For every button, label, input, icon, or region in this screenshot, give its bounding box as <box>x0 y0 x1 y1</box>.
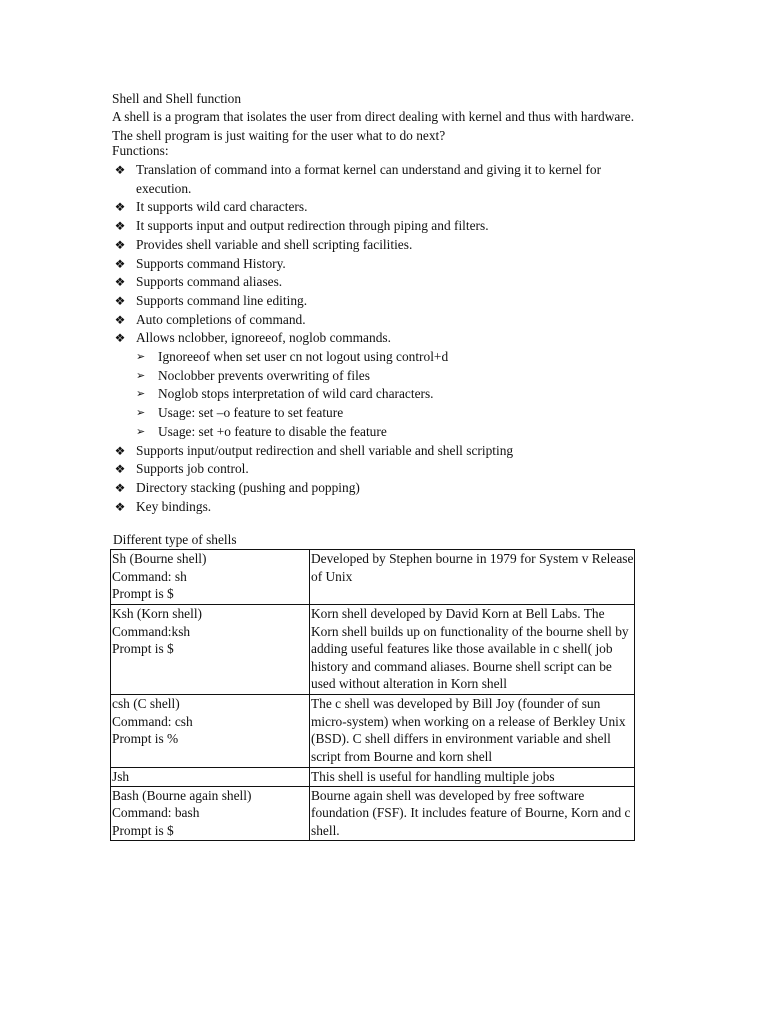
arrowhead-bullet-icon: ➢ <box>136 407 146 420</box>
sub-list-item <box>136 348 657 367</box>
list-item-text: Translation of command into a format kernel can understand and giving it to kernel for execution. <box>136 162 602 196</box>
list-item <box>112 198 657 217</box>
sub-list-item-text: Usage: set –o feature to set feature <box>158 405 344 421</box>
list-item <box>112 479 657 498</box>
intro-paragraph: A shell is a program that isolates the user from direct dealing with kernel and thus with hardware. The shell program is just waiting for the user what to do next? <box>112 109 635 143</box>
list-item-text: Key bindings. <box>136 498 212 514</box>
list-item <box>112 498 657 517</box>
sub-list-item-text: Usage: set +o feature to disable the feature <box>158 423 387 439</box>
diamond-bullet-icon: ❖ <box>114 312 126 327</box>
diamond-bullet-icon: ❖ <box>114 219 126 234</box>
list-item-text: Supports command line editing. <box>136 292 308 308</box>
table-row <box>111 605 635 695</box>
diamond-bullet-icon: ❖ <box>114 200 126 215</box>
shell-name-cell <box>111 695 310 768</box>
list-item <box>112 292 657 311</box>
diamond-bullet-icon: ❖ <box>114 443 126 458</box>
list-item-text: It supports wild card characters. <box>136 199 308 215</box>
shells-heading: Different type of shells <box>113 532 237 547</box>
arrowhead-bullet-icon: ➢ <box>136 425 146 438</box>
shell-info-line: Prompt is $ <box>112 822 174 838</box>
list-item <box>112 460 657 479</box>
shell-info-line: Prompt is % <box>112 731 179 747</box>
list-item-text: Supports job control. <box>136 461 249 477</box>
list-item <box>112 329 657 441</box>
list-item <box>112 442 657 461</box>
shell-name-cell <box>111 605 310 695</box>
diamond-bullet-icon: ❖ <box>114 256 126 271</box>
diamond-bullet-icon: ❖ <box>114 275 126 290</box>
list-item <box>112 161 657 198</box>
functions-list <box>112 161 657 516</box>
arrowhead-bullet-icon: ➢ <box>136 369 146 382</box>
shell-info-line: Prompt is $ <box>112 641 174 657</box>
sub-list-item-text: Noglob stops interpretation of wild card characters. <box>158 386 434 402</box>
shell-description-cell: This shell is useful for handling multiple jobs <box>310 768 635 787</box>
list-item-text: Supports command aliases. <box>136 274 283 290</box>
shell-info-line: Bash (Bourne again shell) <box>112 787 252 803</box>
shell-info-line: Command:ksh <box>112 623 191 639</box>
list-item <box>112 273 657 292</box>
list-item-text: Auto completions of command. <box>136 311 306 327</box>
diamond-bullet-icon: ❖ <box>114 499 126 514</box>
shell-name-cell <box>111 550 310 605</box>
shell-name-cell <box>111 786 310 840</box>
diamond-bullet-icon: ❖ <box>114 237 126 252</box>
table-row <box>111 550 635 605</box>
sub-list-item <box>136 404 657 423</box>
table-row <box>111 695 635 768</box>
shell-info-line: Command: csh <box>112 713 193 729</box>
list-item <box>112 311 657 330</box>
table-row <box>111 786 635 840</box>
sub-list-item <box>136 423 657 442</box>
shell-info-line: Command: bash <box>112 805 200 821</box>
functions-label: Functions: <box>112 143 169 158</box>
diamond-bullet-icon: ❖ <box>114 331 126 346</box>
shell-info-line: Ksh (Korn shell) <box>112 606 203 621</box>
sub-list-item <box>136 367 657 386</box>
arrowhead-bullet-icon: ➢ <box>136 388 146 401</box>
shell-info-line: Prompt is $ <box>112 586 174 602</box>
diamond-bullet-icon: ❖ <box>114 462 126 477</box>
list-item-text: Provides shell variable and shell scripting facilities. <box>136 236 413 252</box>
shell-info-line: Jsh <box>112 769 130 784</box>
shells-table-body <box>111 550 635 841</box>
sub-list-item-text: Ignoreeof when set user cn not logout using control+d <box>158 349 449 365</box>
list-item-text: Directory stacking (pushing and popping) <box>136 479 360 495</box>
diamond-bullet-icon: ❖ <box>114 480 126 495</box>
shell-description-cell: Korn shell developed by David Korn at Bell Labs. The Korn shell builds up on functionality of the bourne shell by adding useful features like those available in c shell( job history and command aliases. Bourne shell script can be used without alteration in Korn shell <box>310 605 635 695</box>
list-item-text: Allows nclobber, ignoreeof, noglob commands. <box>136 330 391 346</box>
shell-description-cell: Developed by Stephen bourne in 1979 for System v Release of Unix <box>310 550 635 605</box>
shell-info-line: csh (C shell) <box>112 696 180 711</box>
list-item <box>112 236 657 255</box>
shell-description-cell: Bourne again shell was developed by free software foundation (FSF). It includes feature of Bourne, Korn and c shell. <box>310 786 635 840</box>
shell-description-cell: The c shell was developed by Bill Joy (founder of sun micro-system) when working on a release of Berkley Unix (BSD). C shell differs in environment variable and shell script from Bourne and korn shell <box>310 695 635 768</box>
sub-list-item <box>136 385 657 404</box>
sub-list-item-text: Noclobber prevents overwriting of files <box>158 367 370 383</box>
list-item <box>112 255 657 274</box>
shell-info-line: Sh (Bourne shell) <box>112 551 207 566</box>
shells-table <box>110 549 635 841</box>
document-title: Shell and Shell function <box>112 91 242 106</box>
list-item <box>112 217 657 236</box>
sub-list <box>136 348 657 442</box>
shell-info-line: Command: sh <box>112 568 187 584</box>
list-item-text: Supports input/output redirection and shell variable and shell scripting <box>136 442 514 458</box>
list-item-text: Supports command History. <box>136 255 286 271</box>
shell-name-cell <box>111 768 310 787</box>
list-item-text: It supports input and output redirection through piping and filters. <box>136 218 489 234</box>
table-row <box>111 768 635 787</box>
diamond-bullet-icon: ❖ <box>114 293 126 308</box>
diamond-bullet-icon: ❖ <box>114 163 126 177</box>
arrowhead-bullet-icon: ➢ <box>136 351 146 364</box>
